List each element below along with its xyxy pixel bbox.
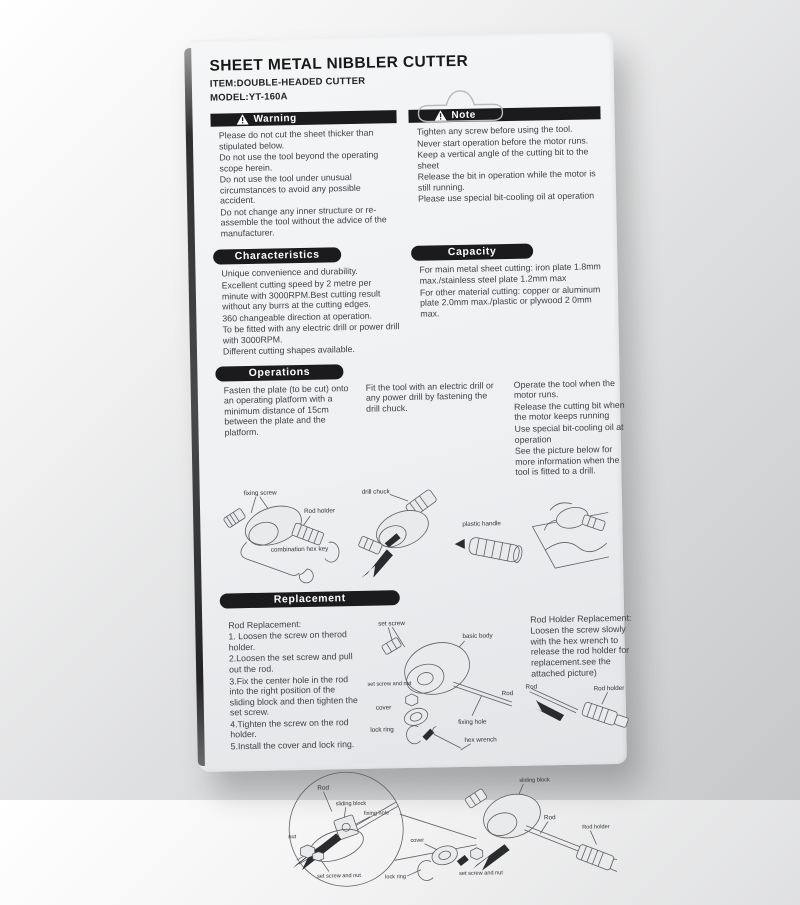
rod-holder-label: Rod holder — [582, 823, 610, 831]
replacement-assembly-drawing — [464, 776, 617, 878]
warning-text: Do not change any inner structure or re-assemble the tool without the advice of the manufacturer. — [220, 204, 387, 239]
combination-hex-key-label: combination hex key — [270, 545, 329, 554]
note-text: Keep a vertical angle of the cutting bit to the sheet — [417, 146, 589, 171]
note-text: Tighten any screw before using the tool. — [416, 123, 573, 137]
nut-label: nut — [288, 833, 297, 841]
operations-section — [215, 359, 625, 591]
cover-label: cover — [375, 704, 392, 712]
rod-holder-text: Loosen the screw slowly with the hex wrench to release the rod holder for replacement.see the attached picture) — [530, 624, 630, 679]
rod-holder-diagram — [523, 678, 638, 738]
instruction-card — [185, 32, 632, 881]
characteristics-text: Unique convenience and durability. — [221, 266, 358, 279]
warning-text: Do not use the tool under unusual circumstances to avoid any possible accident. — [219, 172, 361, 206]
operations-header: Operations — [215, 364, 343, 381]
hex-wrench-label: hex wrench — [464, 736, 497, 744]
characteristics-header: Characteristics — [213, 248, 341, 265]
characteristics-text: Excellent cutting speed by 2 metre per minute with 3000RPM.Best cutting result without any burrs at the cutting edges. — [221, 277, 381, 312]
rod-replacement-heading: Rod Replacement: — [228, 618, 302, 631]
set-screw-nut-label: set screw and nut — [367, 680, 412, 688]
lock-ring-label: lock ring — [370, 726, 394, 734]
exploded-view-diagram — [364, 607, 519, 767]
note-title: Note — [451, 109, 476, 122]
capacity-header: Capacity — [411, 244, 533, 261]
drill-chuck-label: drill chuck — [361, 488, 390, 496]
drill-chuck-drawing — [357, 487, 439, 578]
set-screw-nut-label: set screw and nut — [459, 869, 503, 877]
plastic-handle-label: plastic handle — [462, 519, 501, 528]
nibbler-tool-drawing — [223, 488, 340, 584]
cover-label: cover — [410, 837, 425, 844]
warning-note-row — [210, 106, 600, 240]
sliding-block-label: sliding block — [519, 777, 550, 784]
warning-triangle-icon — [236, 114, 248, 125]
warning-section — [210, 110, 398, 240]
rod-label: Rod — [525, 683, 538, 691]
characteristics-text: Different cutting shapes available. — [222, 344, 355, 357]
note-text: Release the bit in operation while the motor is still running. — [417, 168, 596, 193]
fixing-hole-label: fixing hole — [363, 810, 390, 817]
note-text: Never start operation before the motor runs. — [416, 135, 589, 149]
characteristics-section — [213, 241, 401, 359]
magnified-replacement-diagram — [223, 762, 614, 904]
hang-tab-cutout — [414, 84, 507, 128]
rod-holder-heading: Rod Holder Replacement: — [530, 612, 632, 625]
warning-title: Warning — [253, 113, 297, 125]
lock-ring-label: lock ring — [385, 873, 407, 881]
capacity-section — [411, 237, 605, 355]
rod-replacement-steps: Rod Replacement: 1. Loosen the screw on therod holder. 2.Loosen the set screw and pull out the rod. 3.Fix the center hole in the rod into the right position of the sliding block and then tighten the set screw. 4.Tighten the screw on the rod holder. 5.Install the cover and lock ring. — [228, 618, 358, 752]
fixing-screw-label: fixing screw — [243, 489, 277, 497]
rod-holder-label: Rod holder — [593, 684, 625, 693]
rod-label: Rod — [501, 689, 514, 697]
characteristics-text: 360 changeable direction at operation. — [222, 310, 373, 324]
item-line: ITEM:DOUBLE-HEADED CUTTER — [209, 75, 366, 90]
operations-text-row — [216, 377, 625, 484]
operations-diagram — [218, 477, 608, 591]
small-arrow-icon — [457, 855, 469, 866]
handle-and-cutting-drawing — [454, 501, 609, 570]
rod-label: Rod — [543, 813, 556, 822]
sliding-block-label: sliding block — [335, 800, 367, 808]
rod-holder-label: Rod holder — [304, 507, 335, 515]
operations-step: Fasten the plate (to be cut) onto an operating platform with a minimum distance of 15cm between the plate and the platform. — [223, 382, 349, 438]
replacement-header: Replacement — [220, 590, 400, 608]
warning-text: Please do not cut the sheet thicker than stipulated below. — [218, 127, 374, 152]
capacity-text: For main metal sheet cutting: iron plate 1.8mm max./stainless steel plate 1.2mm max — [419, 261, 601, 286]
operations-step: Fit the tool with an electric drill or any power drill by fastening the drill chuck. — [365, 380, 494, 414]
characteristics-text: To be fitted with any electric drill or power drill with 3000RPM. — [222, 321, 400, 346]
set-screw-label: set screw — [378, 619, 405, 628]
card-header — [209, 50, 598, 103]
replacement-row — [220, 605, 632, 769]
model-line: MODEL:YT-160A — [210, 91, 288, 104]
replacement-section — [220, 586, 632, 904]
left-arrow-icon — [455, 539, 465, 549]
fixing-hole-label: fixing hole — [458, 718, 487, 726]
char-capacity-row — [213, 237, 603, 359]
product-title: SHEET METAL NIBBLER CUTTER — [209, 52, 469, 75]
rod-label: Rod — [317, 784, 330, 792]
warning-header — [210, 110, 396, 127]
basic-body-label: basic body — [462, 632, 493, 640]
set-screw-nut-label: set screw and nut — [317, 872, 361, 880]
capacity-text: For other material cutting: copper or aluminum plate 2.0mm max./plastic or plywood 2 0mm max. — [419, 283, 601, 319]
note-text: Please use special bit-cooling oil at operation — [418, 190, 595, 205]
operations-step: Operate the tool when the motor runs. Release the cutting bit when the motor keeps running Use special bit-cooling oil at operation See the picture below for more information when the tool is fitted to a drill. — [513, 377, 625, 478]
warning-text: Do not use the tool beyond the operating scope herein. — [219, 149, 379, 174]
rod-holder-replacement — [522, 612, 639, 763]
